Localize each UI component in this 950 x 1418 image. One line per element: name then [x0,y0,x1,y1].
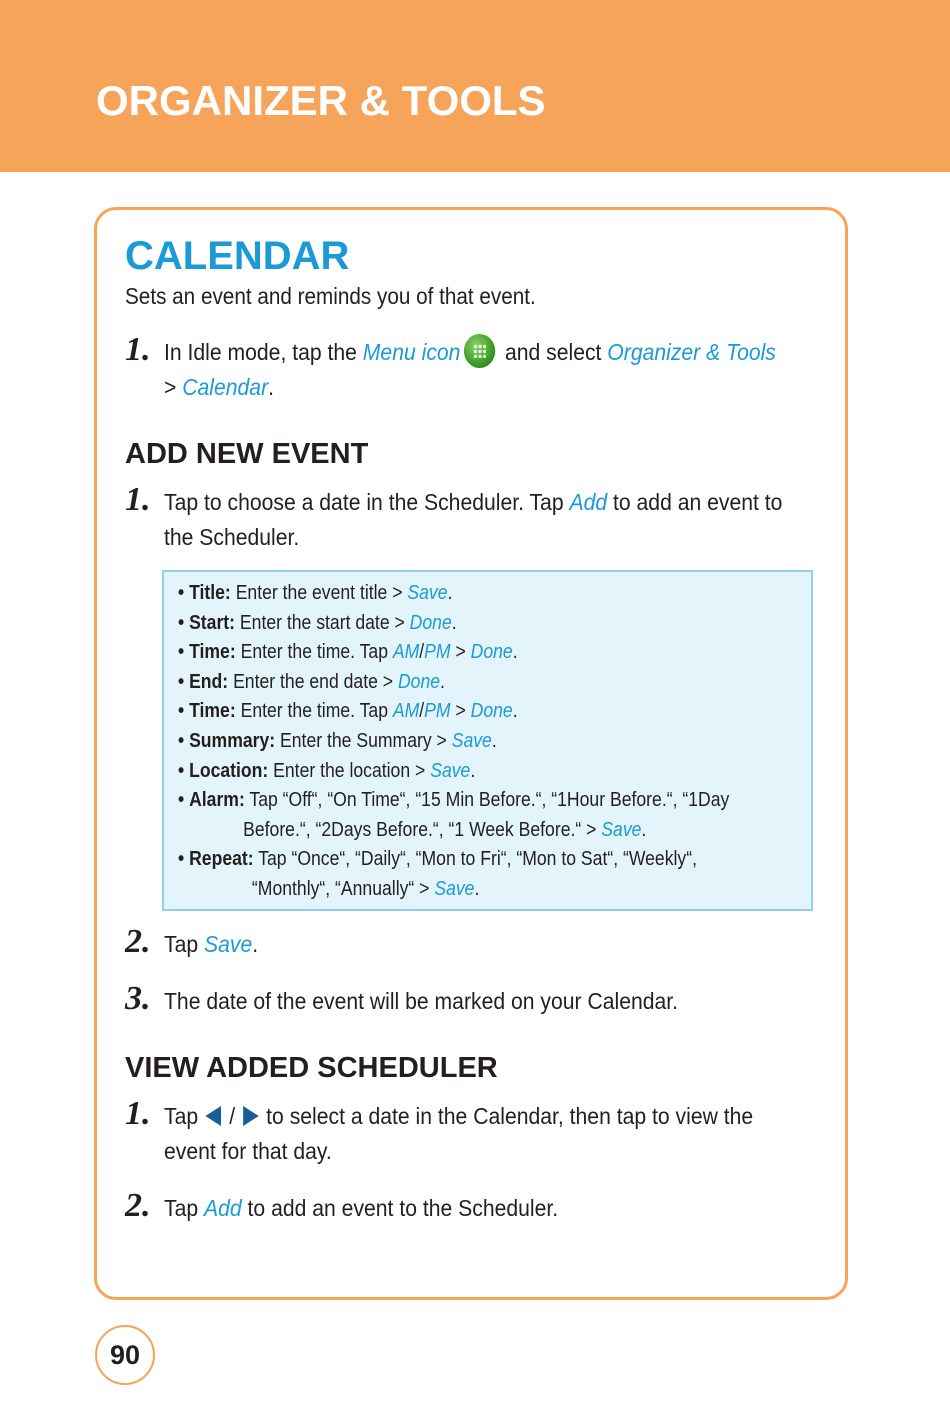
field-text: Enter the location > [268,759,431,782]
field-label: Start: [189,611,236,634]
field-end: . [451,611,457,634]
field-item-start [178,609,732,639]
field-link: Done [470,641,513,664]
bullet: • [178,848,185,871]
text: > [164,374,183,400]
field-link: Done [409,611,452,634]
text: to add an event to [607,489,783,515]
field-label: Time: [189,700,236,723]
field-item-end [178,668,732,698]
field-text: Enter the time. Tap [235,700,393,723]
separator: > [450,700,471,723]
step-text [164,485,783,555]
pm-link: PM [424,700,451,723]
slash: / [419,641,425,664]
add-link: Add [569,489,608,515]
bullet: • [178,789,185,812]
text: event for that day. [164,1138,332,1164]
separator: > [450,641,471,664]
field-label: Time: [189,641,236,664]
field-end: . [491,729,497,752]
step-text [164,927,753,962]
step-number: 2. [125,923,151,960]
text: to add an event to the Scheduler. [241,1195,559,1221]
field-item-alarm [178,786,732,845]
text: Tap [164,1195,205,1221]
section-title-calendar: CALENDAR [125,234,350,278]
text: . [268,374,274,400]
field-continuation [178,816,732,846]
bullet: • [178,759,185,782]
field-text: Enter the end date > [228,670,398,693]
field-link: Done [397,670,441,693]
field-label: Alarm: [189,789,245,812]
field-text: Enter the Summary > [275,729,452,752]
field-link: Save [407,582,448,604]
field-label: Repeat: [189,848,254,871]
event-fields-list [178,579,808,905]
organizer-tools-link: Organizer & Tools [607,339,776,365]
field-link: Done [470,700,513,723]
calendar-intro: Sets an event and reminds you of that event. [125,283,536,309]
step-text: The date of the event will be marked on your Calendar. [164,988,679,1014]
step-number: 1. [125,1095,151,1132]
field-item-time [178,638,732,668]
field-link: Save [434,877,475,900]
bullet: • [178,641,185,664]
pm-link: PM [424,641,451,664]
step-text [164,1191,753,1226]
field-text: Enter the time. Tap [235,641,393,664]
field-item-summary [178,727,732,757]
save-link: Save [204,931,253,957]
text: Tap to choose a date in the Scheduler. Tap [164,489,570,515]
calendar-link: Calendar [182,374,269,400]
bullet: • [178,582,185,604]
text: Tap [164,931,205,957]
slash: / [419,700,425,723]
field-item-title [178,579,732,609]
bullet: • [178,611,185,634]
step-number: 1. [125,331,151,368]
text: In Idle mode, tap the [164,339,363,365]
event-fields-box [162,570,813,911]
field-end: . [512,641,518,664]
field-text: Tap “Once“, “Daily“, “Mon to Fri“, “Mon to Sat“, “Weekly“, [253,848,697,871]
section-title-view-added-scheduler: VIEW ADDED SCHEDULER [125,1052,498,1084]
bullet: • [178,670,185,693]
step-number: 2. [125,1187,151,1224]
field-text: Before.“, “2Days Before.“, “1 Week Before.“ > [243,818,602,841]
text: . [252,931,259,957]
text: and select [499,339,608,365]
add-link: Add [204,1195,242,1221]
field-link: Save [601,818,642,841]
field-end: . [512,700,518,723]
step-number: 1. [125,481,151,518]
menu-icon [464,334,495,368]
field-label: End: [189,670,229,693]
step-number: 3. [125,980,151,1017]
field-text: Enter the event title > [230,582,408,604]
field-text: Tap “Off“, “On Time“, “15 Min Before.“, “1Hour Before.“, “1Day [244,789,730,812]
field-continuation [178,875,732,905]
field-end: . [470,759,476,782]
field-item-time [178,697,732,727]
field-end: . [447,582,453,604]
right-arrow-icon [243,1106,259,1126]
left-arrow-icon [206,1106,222,1126]
section-title-add-new-event: ADD NEW EVENT [125,438,369,470]
am-link: AM [392,641,420,664]
text: to select a date in the Calendar, then tap to view the [260,1103,754,1129]
page-number: 90 [95,1325,155,1385]
text: the Scheduler. [164,524,300,550]
header-bar [0,0,950,172]
field-link: Save [430,759,471,782]
step-text [164,335,776,405]
field-label: Summary: [189,729,276,752]
field-link: Save [451,729,492,752]
text: Tap [164,1103,205,1129]
slash: / [223,1103,241,1129]
field-item-location [178,757,732,787]
chapter-title: ORGANIZER & TOOLS [96,77,546,124]
bullet: • [178,729,185,752]
field-text: Enter the start date > [235,611,410,634]
field-item-repeat [178,845,732,904]
field-end: . [474,877,480,900]
menu-icon-link: Menu icon [362,339,461,365]
step-text [164,1099,753,1169]
field-text: “Monthly“, “Annually“ > [251,877,435,900]
field-end: . [641,818,647,841]
field-label: Title: [189,582,231,604]
bullet: • [178,700,185,723]
field-end: . [440,670,445,693]
am-link: AM [392,700,420,723]
field-label: Location: [189,759,269,782]
